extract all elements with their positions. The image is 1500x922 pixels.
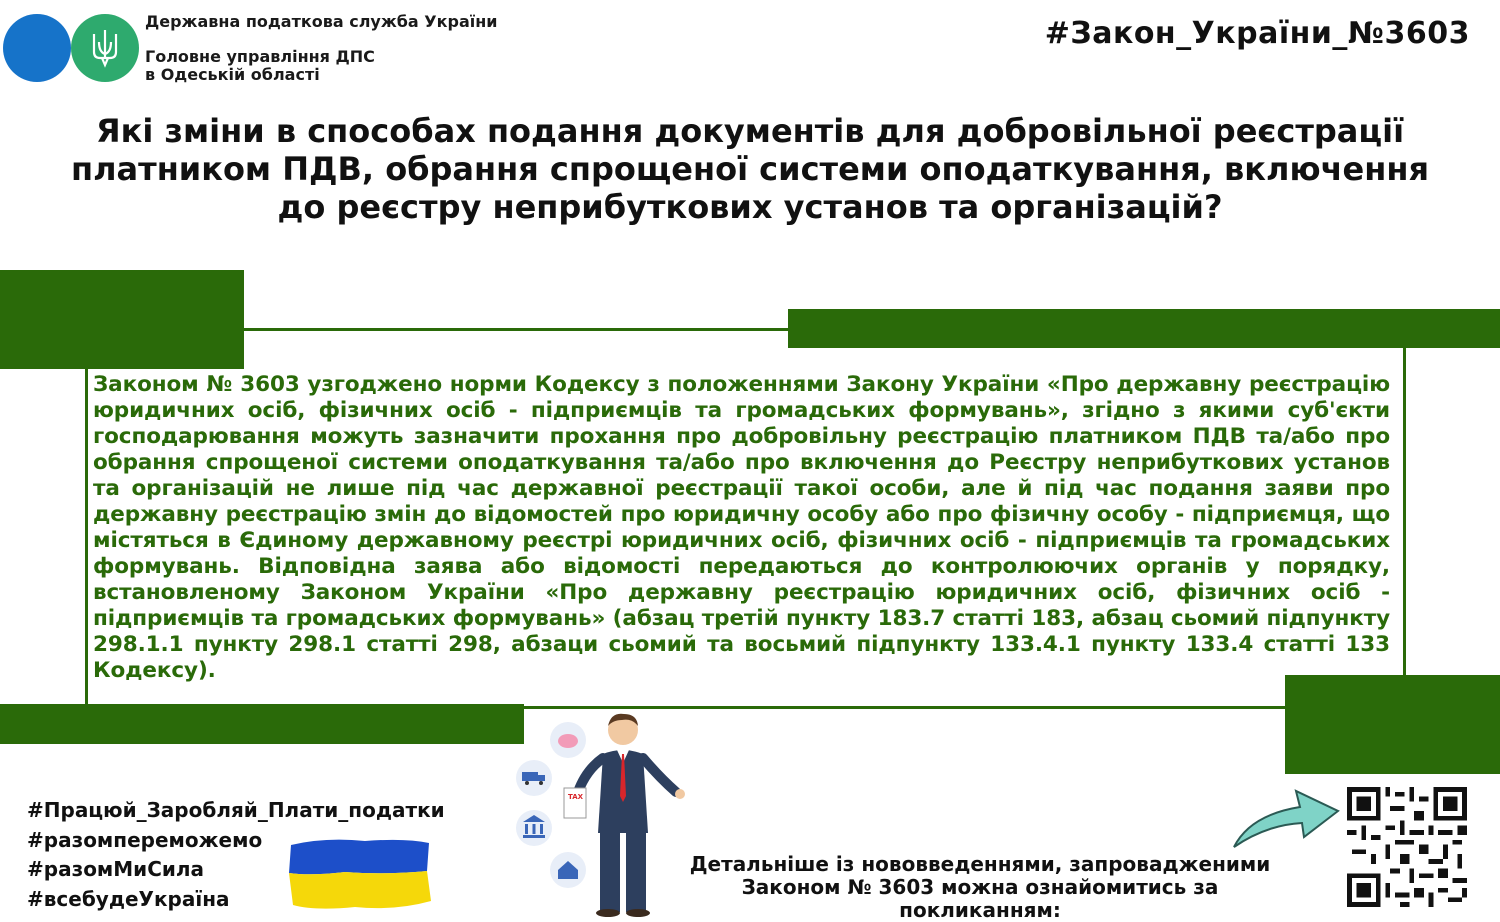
- main-paragraph: Законом № 3603 узгоджено норми Кодексу з положеннями Закону України «Про державну реєстрацію юридичних осіб, фізичних осіб - підприємців та громадських формувань», згідно з якими суб'єкти господарювання можуть зазначити прохання про добровільну реєстрацію платником ПДВ та/або про обрання спрощеної системи оподаткування та/або про включення до Реєстру неприбуткових установ та організацій не лише під час державної реєстрації такої особи, але й під час подання заяви про державну реєстрацію змін до відомостей про юридичну особу або про фізичну особу - підприємця, що містяться в Єдиному державному реєстрі юридичних осіб, фізичних осіб - підприємців та громадських формувань. Відповідна заява або відомості передаються до контролюючих органів у порядку, встановленому Законом України «Про державну реєстрацію юридичних осіб, фізичних осіб - підприємців та громадських формувань» (абзац третій пункту 183.7 статті 183, абзац сьомий підпункту 298.1.1 пункту 298.1 статті 298, абзаци сьомий та восьмий підпункту 133.4.1 пункту 133.4 статті 133 Кодексу).: [93, 372, 1390, 683]
- green-block-bottom-left: [0, 704, 524, 744]
- ukraine-flag-brush: [285, 835, 435, 913]
- link-note: [660, 853, 1300, 922]
- org-department: [145, 48, 375, 84]
- frame-line-top: [244, 328, 788, 331]
- piggy-bank-icon: [550, 722, 586, 758]
- hashtag-item: #разомМиСила: [27, 857, 205, 881]
- frame-line-right: [1403, 348, 1406, 675]
- bank-icon: [516, 810, 552, 846]
- link-note-line1: Детальніше із нововведеннями, запровадженими: [689, 852, 1271, 876]
- org-department-line2: в Одеській області: [145, 65, 320, 84]
- dps-logo-blue-circle: [3, 14, 71, 82]
- dps-logo-green-circle: [71, 14, 139, 82]
- org-department-line1: Головне управління ДПС: [145, 47, 375, 66]
- org-name: Державна податкова служба України: [145, 12, 498, 31]
- tax-label: TAX: [568, 793, 584, 801]
- link-note-line2: Законом № 3603 можна ознайомитись за покликанням:: [741, 875, 1219, 922]
- hashtag-item: #разомпереможемо: [27, 827, 263, 852]
- hashtag-item: #Працюй_Заробляй_Плати_податки: [27, 798, 445, 822]
- house-icon: [550, 852, 586, 888]
- green-block-bottom-right: [1285, 675, 1500, 774]
- arrow-icon: [1230, 785, 1342, 851]
- hashtag-item: #всебудеУкраїна: [27, 886, 230, 911]
- green-block-top-right: [788, 309, 1500, 348]
- green-block-top-left: [0, 270, 244, 369]
- page-title: Які зміни в способах подання документів для добровільної реєстрації платником ПДВ, обрання спрощеної системи оподаткування, включення до реєстру неприбуткових установ та організацій?: [71, 112, 1429, 226]
- qr-code[interactable]: [1347, 787, 1467, 907]
- truck-icon: [516, 760, 552, 796]
- tryzub-icon: [90, 28, 120, 68]
- law-hashtag: #Закон_України_№3603: [1044, 16, 1470, 51]
- frame-line-left: [85, 369, 88, 704]
